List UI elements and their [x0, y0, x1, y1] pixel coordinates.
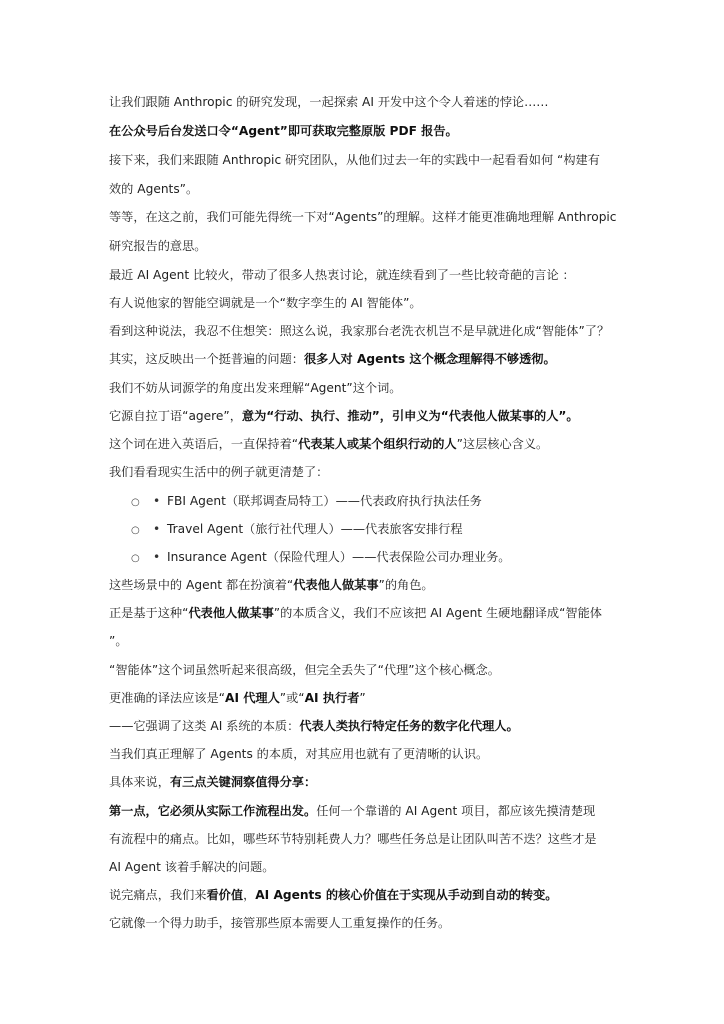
paragraph-text-bold: 有三点关键洞察值得分享： — [169, 775, 317, 789]
paragraph-text: ” — [359, 691, 366, 705]
paragraph-text: 效的 Agents”。 — [109, 182, 199, 196]
paragraph-text: 它源自拉丁语“agere”， — [109, 409, 242, 423]
paragraph — [109, 914, 619, 932]
paragraph-text-bold: 代表某人或某个组织行动的人 — [298, 437, 457, 451]
paragraph-text-bold: 第一点，它必须从实际工作流程出发。 — [109, 804, 317, 818]
list-item-text: Travel Agent（旅行社代理人）——代表旅客安排行程 — [167, 522, 463, 536]
paragraph-text: 当我们真正理解了 Agents 的本质，对其应用也就有了更清晰的认识。 — [109, 747, 489, 761]
dot-bullet-icon: • — [153, 522, 161, 536]
paragraph-text-bold: AI Agents 的核心价值在于实现从手动到自动的转变。 — [255, 888, 558, 902]
paragraph-text-bold: 很多人对 Agents 这个概念理解得不够透彻。 — [304, 352, 556, 366]
list-item-text: Insurance Agent（保险代理人）——代表保险公司办理业务。 — [167, 550, 511, 564]
paragraph-text: 这些场景中的 Agent 都在扮演着“ — [109, 578, 294, 592]
paragraph — [109, 407, 619, 425]
paragraph-text: ”或“ — [279, 691, 305, 705]
paragraph-text: 正是基于这种“ — [109, 606, 189, 620]
paragraph-continuation — [109, 237, 619, 255]
paragraph — [109, 435, 619, 453]
paragraph-text-bold: 意为“行动、执行、推动”，引申义为“代表他人做某事的人”。 — [241, 409, 579, 423]
paragraph-text: 其实，这反映出一个挺普遍的问题： — [109, 352, 304, 366]
paragraph-continuation — [109, 830, 619, 848]
list-item — [131, 520, 611, 540]
paragraph-text: 它就像一个得力助手，接管那些原本需要人工重复操作的任务。 — [109, 916, 451, 930]
paragraph-text: 有流程中的痛点。比如，哪些环节特别耗费人力？哪些任务总是让团队叫苦不迭？这些才是 — [109, 832, 597, 846]
paragraph — [109, 689, 619, 707]
paragraph — [109, 576, 619, 594]
circle-bullet-icon: ○ — [131, 497, 140, 508]
paragraph-text-bold: 看价值 — [206, 888, 244, 902]
paragraph — [109, 773, 619, 791]
circle-bullet-icon: ○ — [131, 525, 140, 536]
paragraph-text-bold: AI 代理人 — [225, 691, 280, 705]
paragraph-text: ”的本质含义，我们不应该把 AI Agent 生硬地翻译成“智能体 — [273, 606, 602, 620]
paragraph-text: ”。 — [109, 634, 128, 648]
paragraph-text: 研究报告的意思。 — [109, 239, 207, 253]
paragraph-text: “智能体”这个词虽然听起来很高级，但完全丢失了“代理”这个核心概念。 — [109, 663, 500, 677]
paragraph-text: 有人说他家的智能空调就是一个“数字孪生的 AI 智能体”。 — [109, 296, 422, 310]
paragraph — [109, 322, 619, 340]
paragraph-text-bold: 代表他人做某事 — [293, 578, 379, 592]
list-item-text: FBI Agent（联邦调查局特工）——代表政府执行执法任务 — [167, 494, 482, 508]
paragraph-text: 让我们跟随 Anthropic 的研究发现，一起探索 AI 开发中这个令人着迷的悖论…… — [109, 95, 549, 109]
paragraph-text-bold: AI 执行者 — [304, 691, 360, 705]
paragraph — [109, 717, 619, 735]
paragraph — [109, 379, 619, 397]
paragraph — [109, 886, 619, 904]
circle-bullet-icon: ○ — [131, 553, 140, 564]
paragraph-text-bold: 在公众号后台发送口令“Agent”即可获取完整原版 PDF 报告。 — [109, 124, 458, 138]
paragraph-text-bold: 代表人类执行特定任务的数字化代理人。 — [299, 719, 519, 733]
paragraph — [109, 266, 619, 284]
paragraph-continuation — [109, 858, 619, 876]
paragraph — [109, 604, 619, 622]
paragraph-text: 最近 AI Agent 比较火，带动了很多人热衷讨论，就连续看到了一些比较奇葩的言论 ： — [109, 268, 575, 282]
paragraph — [109, 745, 619, 763]
paragraph-text: AI Agent 该着手解决的问题。 — [109, 860, 275, 874]
paragraph-continuation — [109, 180, 619, 198]
paragraph-text: ”的角色。 — [378, 578, 434, 592]
paragraph-text: 等等，在这之前，我们可能先得统一下对“Agents”的理解。这样才能更准确地理解 Anthropic — [109, 210, 617, 224]
paragraph-text: 我们不妨从词源学的角度出发来理解“Agent”这个词。 — [109, 381, 402, 395]
dot-bullet-icon: • — [153, 550, 161, 564]
paragraph-text: ， — [243, 888, 256, 902]
paragraph — [109, 802, 619, 820]
paragraph — [109, 350, 619, 368]
list-item — [131, 492, 611, 512]
paragraph-text: 具体来说， — [109, 775, 170, 789]
paragraph — [109, 151, 619, 169]
paragraph-continuation — [109, 632, 619, 650]
paragraph — [109, 294, 619, 312]
paragraph — [109, 208, 619, 226]
paragraph-text: 说完痛点，我们来 — [109, 888, 207, 902]
paragraph-text-bold: 代表他人做某事 — [188, 606, 274, 620]
paragraph-text: 这个词在进入英语后，一直保持着“ — [109, 437, 299, 451]
list-item — [131, 548, 611, 568]
paragraph — [109, 93, 619, 111]
paragraph-text: 任何一个靠谱的 AI Agent 项目，都应该先摸清楚现 — [316, 804, 596, 818]
paragraph-text: 看到这种说法，我忍不住想笑：照这么说，我家那台老洗衣机岂不是早就进化成“智能体”了？ — [109, 324, 610, 338]
paragraph-text: 接下来，我们来跟随 Anthropic 研究团队，从他们过去一年的实践中一起看看如何 “构建有 — [109, 153, 600, 167]
paragraph-text: ——它强调了这类 AI 系统的本质： — [109, 719, 300, 733]
paragraph — [109, 463, 619, 481]
paragraph — [109, 661, 619, 679]
paragraph-text: 更准确的译法应该是“ — [109, 691, 226, 705]
dot-bullet-icon: • — [153, 494, 161, 508]
paragraph-bold-notice — [109, 122, 619, 140]
paragraph-text: ”这层核心含义。 — [456, 437, 549, 451]
paragraph-text: 我们看看现实生活中的例子就更清楚了： — [109, 465, 329, 479]
